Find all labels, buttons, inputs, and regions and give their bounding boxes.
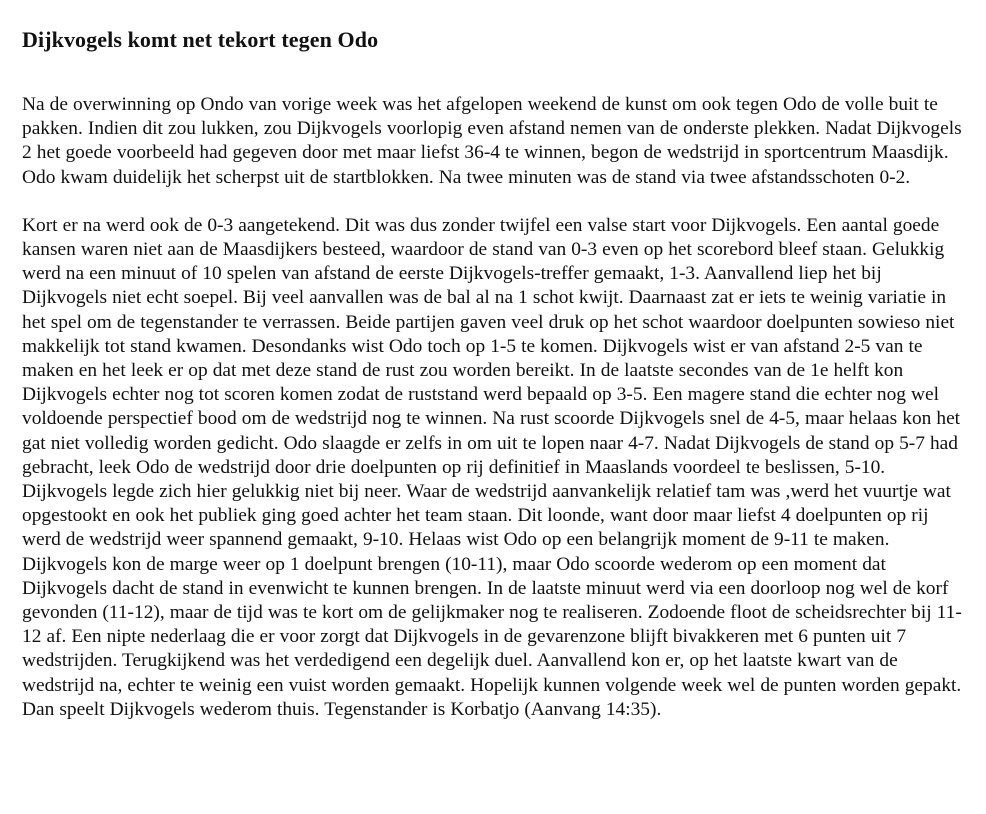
article-paragraph-match-report: Kort er na werd ook de 0-3 aangetekend. Dit was dus zonder twijfel een valse start voor Dijkvogels. Een aantal goede kansen waren niet aan de Maasdijkers besteed, waardoor de stand van 0-3 even op het scorebord bleef staan. Gelukkig werd na een minuut of 10 spelen van afstand de eerste Dijkvogels-treffer gemaakt, 1-3. Aanvallend liep het bij Dijkvogels niet echt soepel. Bij veel aanvallen was de bal al na 1 schot kwijt. Daarnaast zat er iets te weinig variatie in het spel om de tegenstander te verrassen. Beide partijen gaven veel druk op het schot waardoor doelpunten sowieso niet makkelijk tot stand kwamen. Desondanks wist Odo toch op 1-5 te komen. Dijkvogels wist er van afstand 2-5 van te maken en het leek er op dat met deze stand de rust zou worden bereikt. In de laatste secondes van de 1e helft kon Dijkvogels echter nog tot scoren komen zodat de ruststand werd bepaald op 3-5. Een magere stand die echter nog wel voldoende perspectief bood om de wedstrijd nog te winnen. Na rust scoorde Dijkvogels snel de 4-5, maar helaas kon het gat niet volledig worden gedicht. Odo slaagde er zelfs in om uit te lopen naar 4-7. Nadat Dijkvogels de stand op 5-7 had gebracht, leek Odo de wedstrijd door drie doelpunten op rij definitief in Maaslands voordeel te beslissen, 5-10. Dijkvogels legde zich hier gelukkig niet bij neer. Waar de wedstrijd aanvankelijk relatief tam was ,werd het vuurtje wat opgestookt en ook het publiek ging goed achter het team staan. Dit loonde, want door maar liefst 4 doelpunten op rij werd de wedstrijd weer spannend gemaakt, 9-10. Helaas wist Odo op een belangrijk moment de 9-11 te maken. Dijkvogels kon de marge weer op 1 doelpunt brengen (10-11), maar Odo scoorde wederom op een moment dat Dijkvogels dacht de stand in evenwicht te kunnen brengen. In de laatste minuut werd via een doorloop nog wel de korf gevonden (11-12), maar de tijd was te kort om de gelijkmaker nog te realiseren. Zodoende floot de scheidsrechter bij 11-12 af. Een nipte nederlaag die er voor zorgt dat Dijkvogels in de gevarenzone blijft bivakkeren met 6 punten uit 7 wedstrijden. Terugkijkend was het verdedigend een degelijk duel. Aanvallend kon er, op het laatste kwart van de wedstrijd na, echter te weinig een vuist worden gemaakt. Hopelijk kunnen volgende week wel de punten worden gepakt. Dan speelt Dijkvogels wederom thuis. Tegenstander is Korbatjo (Aanvang 14:35). bbox=[22, 214, 962, 720]
article bbox=[22, 26, 967, 722]
article-paragraph-intro: Na de overwinning op Ondo van vorige week was het afgelopen weekend de kunst om ook tegen Odo de volle buit te pakken. Indien dit zou lukken, zou Dijkvogels voorlopig even afstand nemen van de onderste plekken. Nadat Dijkvogels 2 het goede voorbeeld had gegeven door met maar liefst 36-4 te winnen, begon de wedstrijd in sportcentrum Maasdijk. Odo kwam duidelijk het scherpst uit de startblokken. Na twee minuten was de stand via twee afstandsschoten 0-2. bbox=[22, 94, 962, 188]
article-title: Dijkvogels komt net tekort tegen Odo bbox=[22, 27, 379, 52]
